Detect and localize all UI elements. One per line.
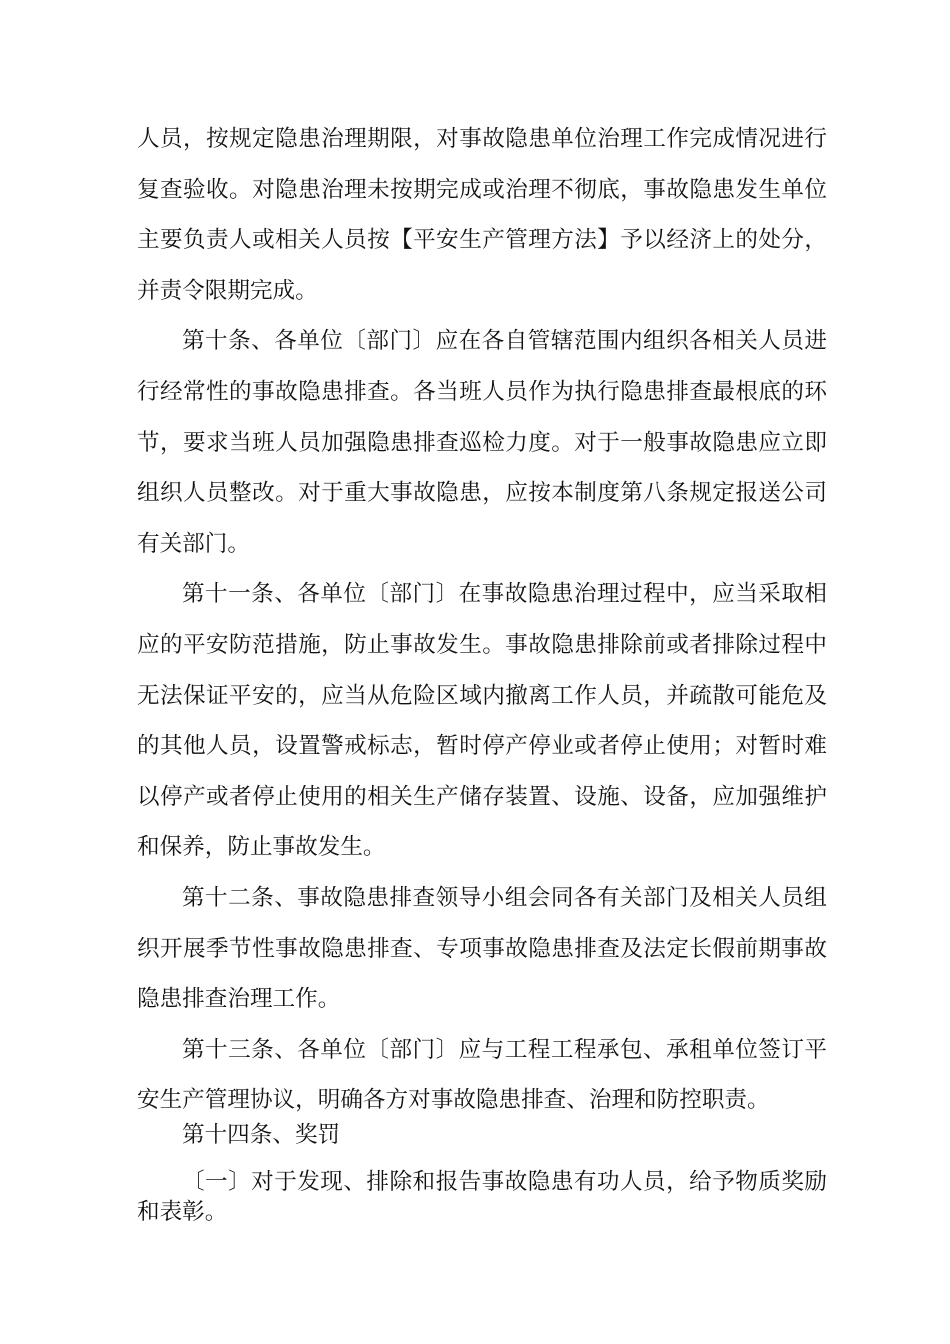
paragraph-continuation: 人员，按规定隐患治理期限，对事故隐患单位治理工作完成情况进行复查验收。对隐患治理未按期完成或治理不彻底，事故隐患发生单位主要负责人或相关人员按【平安生产管理方法】予以经济上的处分，并责令限期完成。 (137, 126, 827, 304)
paragraph-article-11: 第十一条、各单位〔部门〕在事故隐患治理过程中，应当采取相应的平安防范措施，防止事故发生。事故隐患排除前或者排除过程中无法保证平安的，应当从危险区域内撤离工作人员，并疏散可能危及的其他人员，设置警戒标志，暂时停产停业或者停止使用；对暂时难以停产或者停止使用的相关生产储存装置、设施、设备，应加强维护和保养，防止事故发生。 (137, 581, 827, 861)
document-body (137, 114, 827, 1227)
paragraph-article-10: 第十条、各单位〔部门〕应在各自管辖范围内组织各相关人员进行经常性的事故隐患排查。各当班人员作为执行隐患排查最根底的环节，要求当班人员加强隐患排查巡检力度。对于一般事故隐患应立即组织人员整改。对于重大事故隐患，应按本制度第八条规定报送公司有关部门。 (137, 328, 827, 557)
paragraph-article-14-title: 第十四条、奖罚 (182, 1121, 341, 1148)
paragraph-article-14-item-1: 〔一〕对于发现、排除和报告事故隐患有功人员，给予物质奖励和表彰。 (137, 1168, 827, 1225)
paragraph-article-13: 第十三条、各单位〔部门〕应与工程工程承包、承租单位签订平安生产管理协议，明确各方对事故隐患排查、治理和防控职责。 (137, 1036, 827, 1114)
paragraph-article-12: 第十二条、事故隐患排查领导小组会同各有关部门及相关人员组织开展季节性事故隐患排查、专项事故隐患排查及法定长假前期事故隐患排查治理工作。 (137, 884, 827, 1013)
